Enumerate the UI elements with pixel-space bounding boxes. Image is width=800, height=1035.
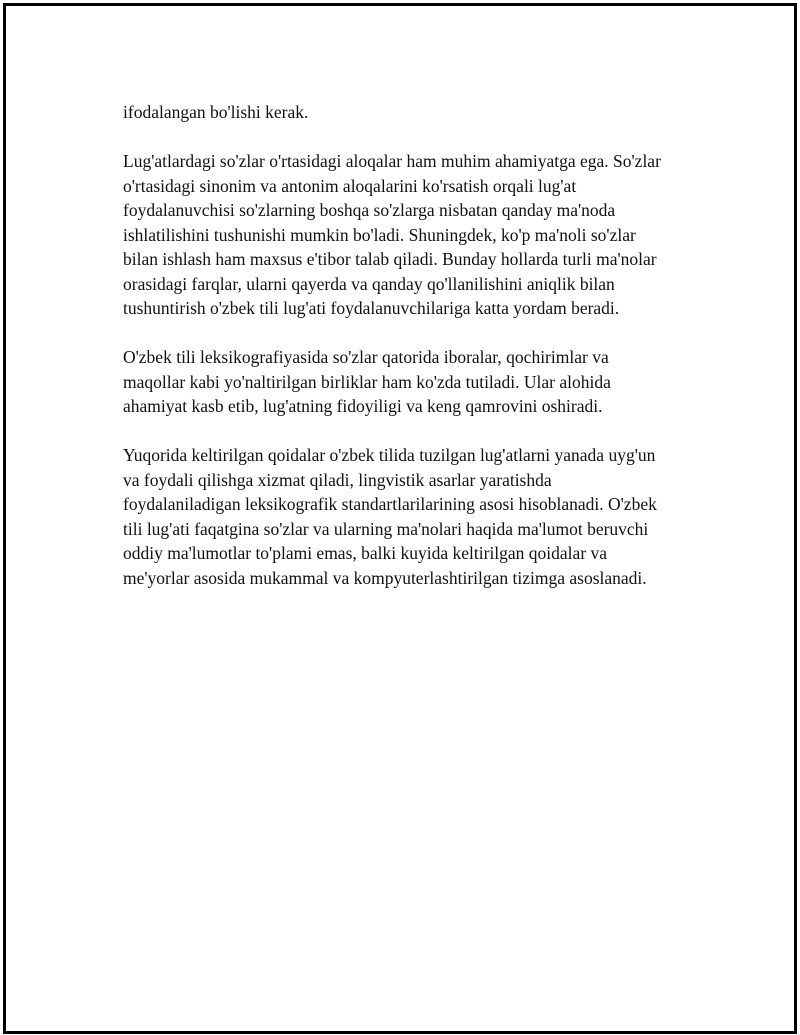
text-line: ishlatilishini tushunishi mumkin bo'ladi. Shuningdek, ko'p ma'noli so'zlar <box>123 224 636 245</box>
text-line: foydalanuvchisi so'zlarning boshqa so'zlarga nisbatan qanday ma'noda <box>123 200 616 220</box>
text-line: oddiy ma'lumotlar to'plami emas, balki kuyida keltirilgan qoidalar va <box>123 543 608 563</box>
text-line: me'yorlar asosida mukammal va kompyuterlashtirilgan tizimga asoslanadi. <box>123 567 647 588</box>
paragraph-4 <box>123 443 703 590</box>
text-line: Yuqorida keltirilgan qoidalar o'zbek tilida tuzilgan lug'atlarni yanada uyg'un <box>123 445 656 465</box>
text-line: bilan ishlash ham maxsus e'tibor talab qiladi. Bunday hollarda turli ma'nolar <box>123 249 657 269</box>
text-line: O'zbek tili leksikografiyasida so'zlar qatorida iboralar, qochirimlar va <box>123 347 609 367</box>
text-line: ifodalangan bo'lishi kerak. <box>123 102 309 122</box>
text-line: orasidagi farqlar, ularni qayerda va qanday qo'llanilishini aniqlik bilan <box>123 273 615 294</box>
text-line: ahamiyat kasb etib, lug'atning fidoyiligi va keng qamrovini oshiradi. <box>123 396 603 416</box>
text-line: maqollar kabi yo'naltirilgan birliklar ham ko'zda tutiladi. Ular alohida <box>123 371 611 392</box>
text-line: Lug'atlardagi so'zlar o'rtasidagi aloqalar ham muhim ahamiyatga ega. So'zlar <box>123 151 661 171</box>
text-line: tushuntirish o'zbek tili lug'ati foydalanuvchilariga katta yordam beradi. <box>123 298 620 318</box>
text-line: o'rtasidagi sinonim va antonim aloqalarini ko'rsatish orqali lug'at <box>123 175 577 196</box>
page-frame <box>3 3 797 1034</box>
paragraph-3 <box>123 345 703 419</box>
document-body <box>123 100 703 615</box>
paragraph-1 <box>123 100 703 125</box>
text-line: foydalaniladigan leksikografik standartlarilarining asosi hisoblanadi. O'zbek <box>123 494 657 514</box>
text-line: va foydali qilishga xizmat qiladi, lingvistik asarlar yaratishda <box>123 469 552 490</box>
text-line: tili lug'ati faqatgina so'zlar va ularning ma'nolari haqida ma'lumot beruvchi <box>123 518 649 539</box>
paragraph-2 <box>123 149 703 321</box>
